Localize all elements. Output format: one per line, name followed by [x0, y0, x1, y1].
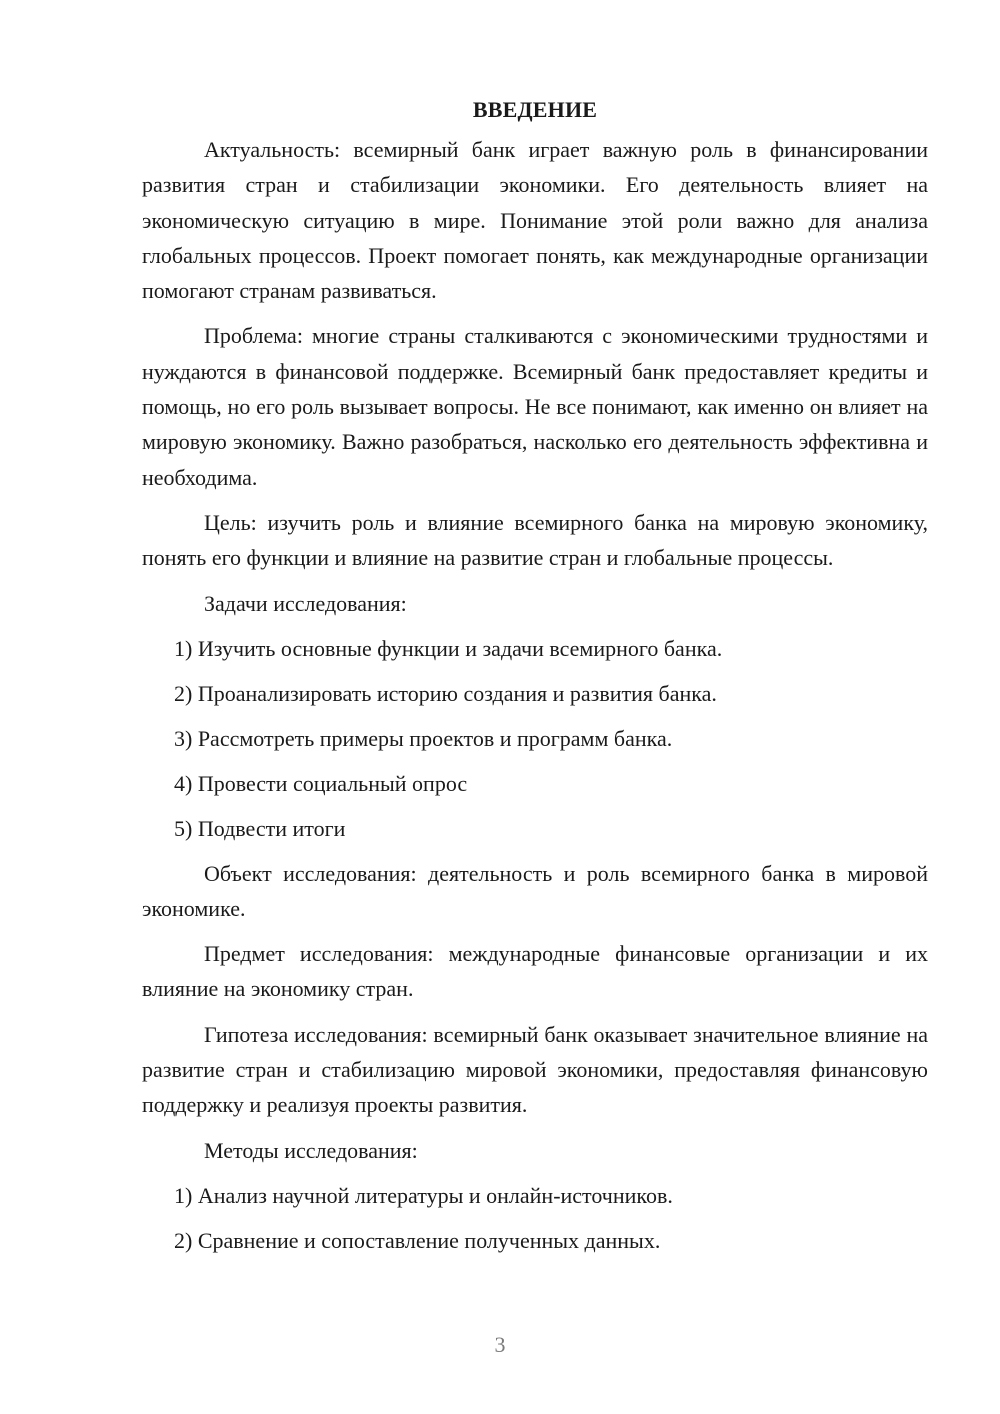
methods-list: [142, 1178, 928, 1258]
list-item: 1) Изучить основные функции и задачи всемирного банка.: [174, 635, 723, 661]
methods-heading: Методы исследования:: [204, 1137, 418, 1163]
list-item: 3) Рассмотреть примеры проектов и программ банка.: [174, 725, 673, 751]
paragraph-problem: Проблема: многие страны сталкиваются с экономическими трудностями и нуждаются в финансовой поддержке. Всемирный банк предоставляет кредиты и помощь, но его роль вызывает вопросы. Не все понимают, как именно он влияет на мировую экономику. Важно разобраться, насколько его деятельность эффективна и необходима.: [142, 323, 928, 490]
list-item: 5) Подвести итоги: [174, 815, 346, 841]
tasks-list: [142, 631, 928, 846]
tasks-heading: Задачи исследования:: [204, 590, 407, 616]
list-item: 2) Проанализировать историю создания и развития банка.: [174, 680, 717, 706]
page-number: 3: [494, 1332, 506, 1357]
paragraph-object: Объект исследования: деятельность и роль всемирного банка в мировой экономике.: [142, 860, 928, 921]
paragraph-hypothesis: Гипотеза исследования: всемирный банк оказывает значительное влияние на развитие стран и стабилизацию мировой экономики, предоставляя финансовую поддержку и реализуя проекты развития.: [142, 1021, 928, 1118]
paragraph-subject: Предмет исследования: международные финансовые организации и их влияние на экономику стран.: [142, 941, 928, 1002]
paragraph-goal: Цель: изучить роль и влияние всемирного банка на мировую экономику, понять его функции и влияние на развитие стран и глобальные процессы.: [142, 509, 928, 571]
paragraph-relevance: Актуальность: всемирный банк играет важную роль в финансировании развития стран и стабилизации экономики. Его деятельность влияет на экономическую ситуацию в мире. Понимание этой роли важно для анализа глобальных процессов. Проект помогает понять, как международные организации помогают странам развиваться.: [142, 137, 928, 304]
page-title: ВВЕДЕНИЕ: [472, 97, 598, 122]
document-page: [142, 92, 928, 1268]
list-item: 1) Анализ научной литературы и онлайн-источников.: [174, 1182, 673, 1208]
list-item: 2) Сравнение и сопоставление полученных данных.: [174, 1227, 661, 1253]
list-item: 4) Провести социальный опрос: [174, 770, 468, 796]
